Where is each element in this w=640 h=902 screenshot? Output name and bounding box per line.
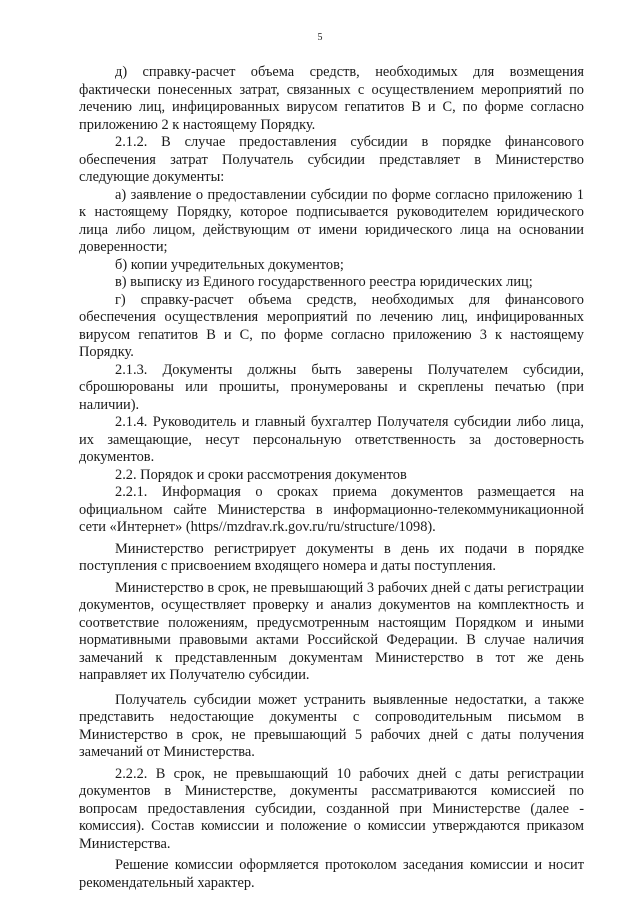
paragraph-deficiencies: Получатель субсидии может устранить выявленные недостатки, а также представить недостающие документы с сопроводительным письмом в Министерство в срок, не превышающий 5 рабочих дней с даты получения замечаний от Министерства. — [79, 691, 584, 760]
paragraph-b: б) копии учредительных документов; — [115, 256, 344, 273]
paragraph-2-1-2: 2.1.2. В случае предоставления субсидии в порядке финансового обеспечения затрат Получатель субсидии представляет в Министерство следующие документы: — [79, 134, 584, 185]
paragraph-commission-decision: Решение комиссии оформляется протоколом заседания комиссии и носит рекомендательный характер. — [79, 857, 584, 891]
paragraph-g: г) справку-расчет объема средств, необходимых для финансового обеспечения осуществления мероприятий по лечению лиц, инфицированных вирусом гепатитов В и С, по форме согласно приложению 3 к настоящему Порядку. — [79, 291, 584, 360]
paragraph-a: а) заявление о предоставлении субсидии по форме согласно приложению 1 к настоящему Порядку, которое подписывается руководителем юридического лица либо лицом, действующим от имени юридического лица на основании доверенности; — [79, 186, 584, 255]
section-heading-2-2: 2.2. Порядок и сроки рассмотрения документов — [115, 466, 407, 483]
paragraph-2-1-3: 2.1.3. Документы должны быть заверены Получателем субсидии, сброшюрованы или прошиты, пронумерованы и скреплены печатью (при наличии). — [79, 361, 584, 413]
paragraph-2-2-2: 2.2.2. В срок, не превышающий 10 рабочих дней с даты регистрации документов в Министерстве, документы рассматриваются комиссией по вопросам предоставления субсидии, созданной при Министерстве (далее - комиссия). Состав комиссии и положение о комиссии утверждаются приказом Министерства. — [79, 765, 584, 852]
paragraph-2-1-4: 2.1.4. Руководитель и главный бухгалтер Получателя субсидии либо лица, их замещающие, несут персональную ответственность за достоверность документов. — [79, 414, 584, 465]
paragraph-v: в) выписку из Единого государственного реестра юридических лиц; — [115, 274, 533, 290]
paragraph-verification: Министерство в срок, не превышающий 3 рабочих дней с даты регистрации документов, осуществляет проверку и анализ документов на комплектность и соответствие положениям, предусмотренным настоящим Порядком и иными нормативными правовыми актами Российской Федерации. В случае наличия замечаний к представленным документам Министерство в тот же день направляет их Получателю субсидии. — [79, 579, 584, 683]
document-body — [79, 64, 584, 892]
paragraph-d: д) справку-расчет объема средств, необходимых для возмещения фактически понесенных затрат, связанных с осуществлением мероприятий по лечению лиц, инфицированных вирусом гепатитов В и С, по форме согласно приложению 2 к настоящему Порядку. — [79, 64, 584, 133]
page-number: 5 — [317, 32, 323, 43]
paragraph-registration: Министерство регистрирует документы в день их подачи в порядке поступления с присвоением входящего номера и даты поступления. — [79, 540, 584, 574]
paragraph-2-2-1: 2.2.1. Информация о сроках приема документов размещается на официальном сайте Министерства в информационно-телекоммуникационной сети «Интернет» (https//mzdrav.rk.gov.ru/ru/structure/1098). — [79, 484, 584, 535]
